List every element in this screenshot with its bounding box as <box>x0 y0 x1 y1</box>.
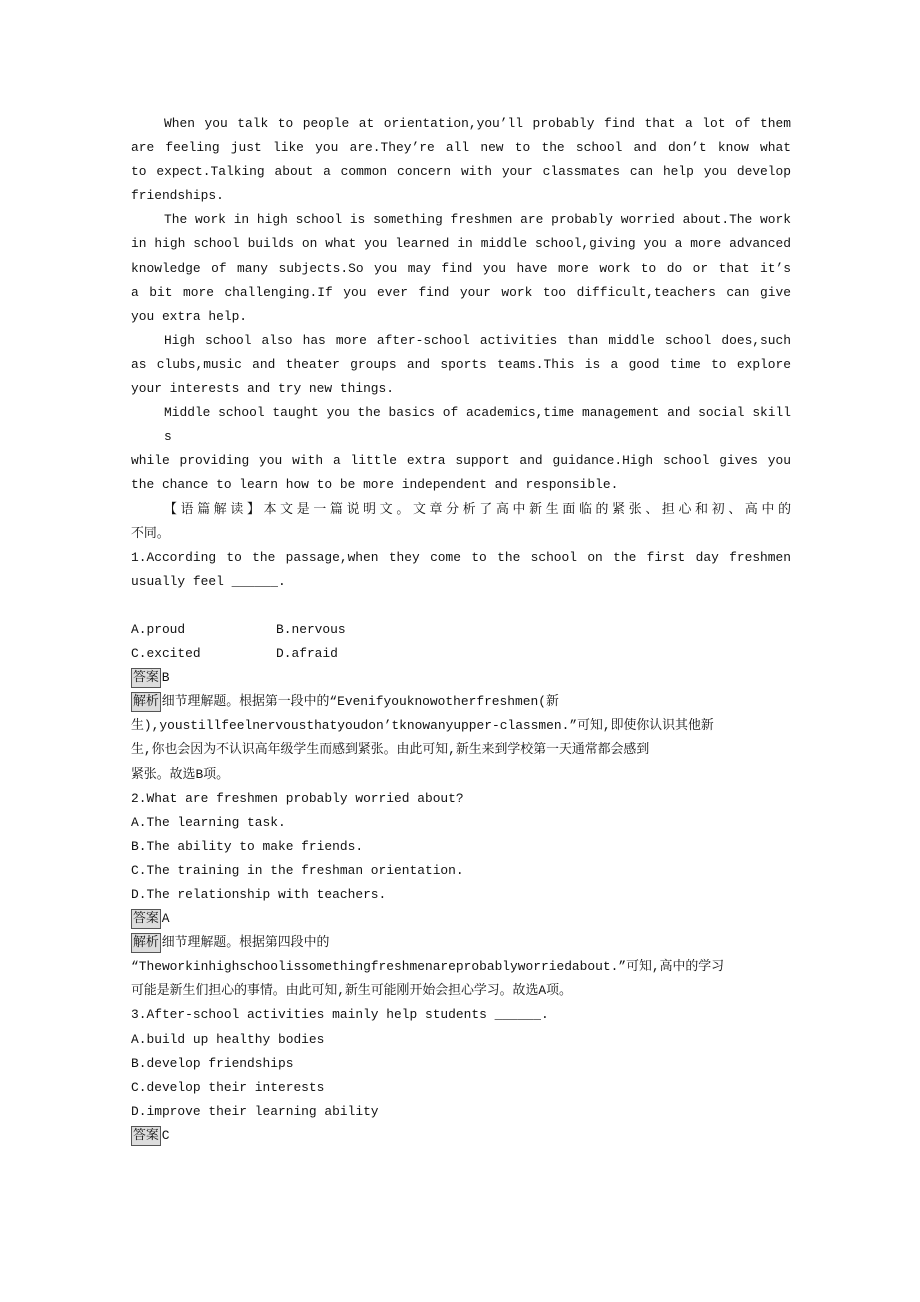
document-body <box>131 112 791 1148</box>
analysis-line <box>131 690 791 714</box>
passage-line: When you talk to people at orientation,you’ll probably find that a lot of them <box>164 116 791 131</box>
passage-line: friendships. <box>131 188 224 204</box>
passage-line: in high school builds on what you learned in middle school,giving you a more advanced <box>131 236 791 252</box>
answer-line <box>131 1124 791 1148</box>
question-stem: usually feel ______. <box>131 573 286 589</box>
blank-line <box>131 594 791 618</box>
option: D.The relationship with teachers. <box>131 887 387 902</box>
passage-line: to expect.Talking about a common concern with your classmates can help you develop <box>131 164 791 180</box>
option: C.The training in the freshman orientation. <box>131 862 464 878</box>
passage-line: 【语篇解读】本文是一篇说明文。文章分析了高中新生面临的紧张、担心和初、高中的 <box>164 501 791 517</box>
analysis-line <box>131 979 791 1003</box>
option: D.improve their learning ability <box>131 1103 379 1119</box>
answer-value: A <box>161 911 170 927</box>
answer-label: 答案 <box>131 668 161 688</box>
passage-line: The work in high school is something freshmen are probably worried about.The work <box>164 212 791 228</box>
analysis-label: 解析 <box>131 933 161 953</box>
analysis-text: “Theworkinhighschoolissomethingfreshmenareprobablyworriedabout.”可知,高中的学习 <box>131 959 725 975</box>
passage-line: High school also has more after-school activities than middle school does,such <box>164 332 791 348</box>
option: A.build up healthy bodies <box>131 1031 325 1047</box>
option-row <box>131 642 791 666</box>
answer-value: B <box>161 670 170 686</box>
option: A.The learning task. <box>131 814 286 830</box>
passage-line: the chance to learn how to be more independent and responsible. <box>131 477 619 493</box>
option: B.The ability to make friends. <box>131 838 364 854</box>
passage-line: you extra help. <box>131 308 248 324</box>
analysis-text: 生,你也会因为不认识高年级学生而感到紧张。由此可知,新生来到学校第一天通常都会感到 <box>131 742 650 758</box>
analysis-line <box>131 931 791 955</box>
question-stem: 3.After-school activities mainly help students ______. <box>131 1007 549 1023</box>
analysis-text: 生),youstillfeelnervousthatyoudon’tknowanyupper-classmen.”可知,即使你认识其他新 <box>131 718 714 734</box>
passage-line: while providing you with a little extra support and guidance.High school gives you <box>131 453 791 469</box>
answer-line <box>131 907 791 931</box>
question-stem: 1.According to the passage,when they come to the school on the first day freshmen <box>131 549 791 565</box>
analysis-text: 可能是新生们担心的事情。由此可知,新生可能刚开始会担心学习。故选A项。 <box>131 983 572 999</box>
analysis-line <box>131 955 791 979</box>
option: A.proud <box>131 621 186 637</box>
passage-line: 不同。 <box>131 525 170 541</box>
analysis-line <box>131 763 791 787</box>
answer-label: 答案 <box>131 1126 161 1146</box>
answer-label: 答案 <box>131 909 161 929</box>
passage-line: your interests and try new things. <box>131 381 395 397</box>
option: D.afraid <box>276 646 338 662</box>
analysis-label: 解析 <box>131 692 161 712</box>
passage-line: Middle school taught you the basics of academics,time management and social skills <box>164 405 791 445</box>
question-stem: 2.What are freshmen probably worried about? <box>131 790 464 806</box>
analysis-text: 细节理解题。根据第一段中的“Evenifyouknowotherfreshmen(新 <box>161 694 559 710</box>
analysis-text: 紧张。故选B项。 <box>131 766 229 782</box>
analysis-line <box>131 738 791 762</box>
answer-line <box>131 666 791 690</box>
answer-value: C <box>161 1127 170 1143</box>
passage-line: knowledge of many subjects.So you may find you have more work to do or that it’s <box>131 260 791 276</box>
analysis-text: 细节理解题。根据第四段中的 <box>161 935 330 951</box>
passage-line: a bit more challenging.If you ever find your work too difficult,teachers can give <box>131 284 791 300</box>
passage-line: are feeling just like you are.They’re all new to the school and don’t know what <box>131 140 791 156</box>
option: C.develop their interests <box>131 1079 325 1095</box>
option: B.nervous <box>276 621 346 637</box>
option: C.excited <box>131 646 201 662</box>
option: B.develop friendships <box>131 1055 294 1071</box>
analysis-line <box>131 714 791 738</box>
passage-line: as clubs,music and theater groups and sports teams.This is a good time to explore <box>131 356 791 372</box>
option-row <box>131 618 791 642</box>
